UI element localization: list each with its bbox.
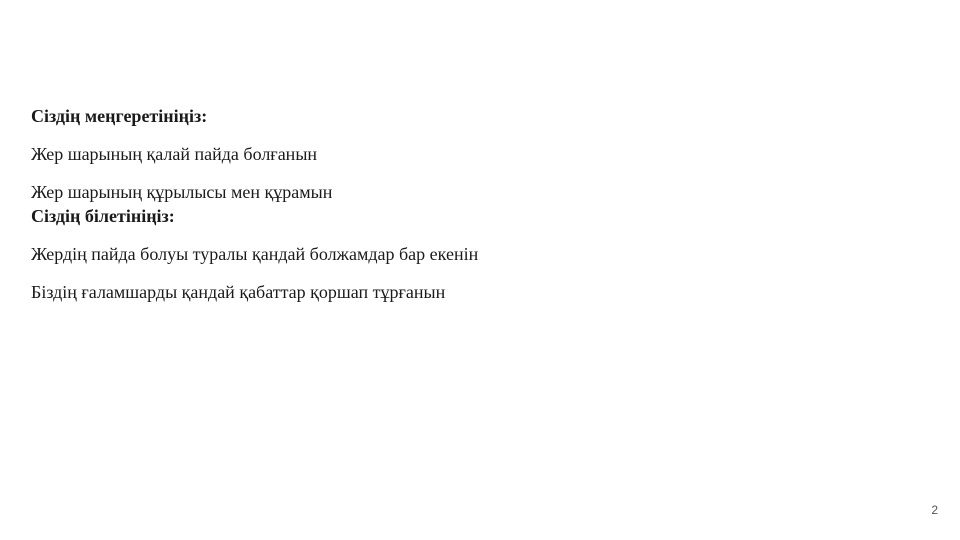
section-understand-item: Жер шарының құрылысы мен құрамын xyxy=(31,182,333,202)
slide-content xyxy=(31,104,911,304)
section-know-item: Біздің ғаламшарды қандай қабаттар қоршап тұрғанын xyxy=(31,282,446,302)
section-understand-heading: Сіздің меңгеретініңіз: xyxy=(31,106,208,126)
section-know-item: Жердің пайда болуы туралы қандай болжамдар бар екенін xyxy=(31,244,479,264)
page-number: 2 xyxy=(931,503,938,517)
section-know-heading: Сіздің білетініңіз: xyxy=(31,206,175,226)
section-understand-item: Жер шарының қалай пайда болғанын xyxy=(31,144,318,164)
